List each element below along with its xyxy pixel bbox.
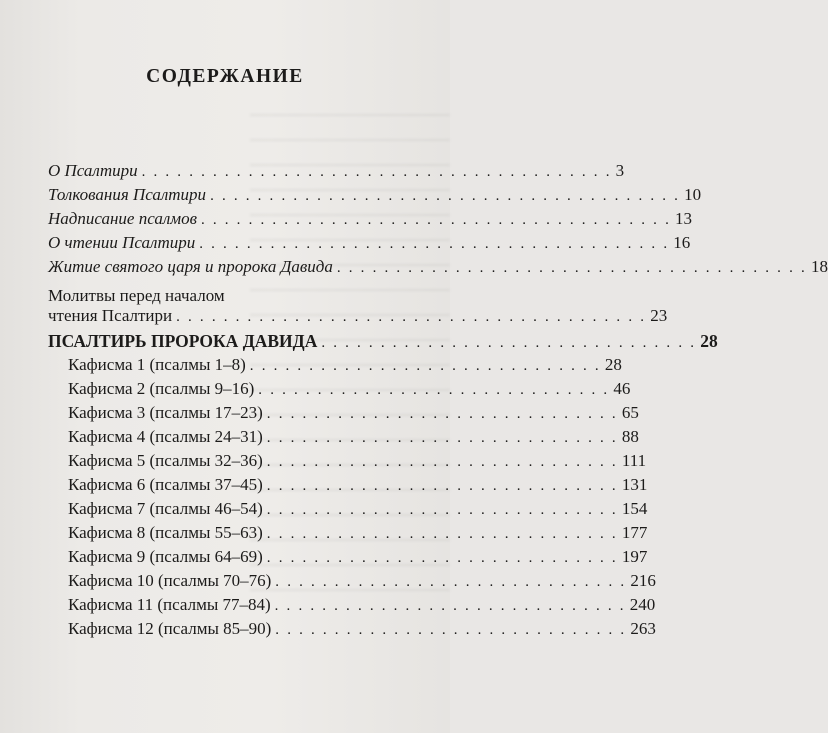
kathisma-page: 216 — [630, 571, 656, 590]
toc-entry — [48, 257, 828, 278]
toc-entry-kathisma — [68, 619, 656, 640]
leader-dots: . . . . . . . . . . . . . . . . . . . . . . . . . . . . . . — [266, 406, 618, 422]
section-page: 28 — [700, 331, 718, 351]
kathisma-title: Кафисма 8 (псалмы 55–63) — [68, 523, 263, 542]
kathisma-title: Кафисма 6 (псалмы 37–45) — [68, 475, 263, 494]
leader-dots: . . . . . . . . . . . . . . . . . . . . . . . . . . . . . . . . . . . . . . . . — [199, 236, 670, 252]
toc-section — [48, 331, 718, 353]
leader-dots: . . . . . . . . . . . . . . . . . . . . . . . . . . . . . . — [249, 358, 601, 374]
leader-dots: . . . . . . . . . . . . . . . . . . . . . . . . . . . . . . . . . . . . . . . . — [141, 164, 612, 180]
kathisma-title: Кафисма 2 (псалмы 9–16) — [68, 379, 255, 398]
kathisma-title: Кафисма 10 (псалмы 70–76) — [68, 571, 272, 590]
toc-entry-title: О Псалтири — [48, 161, 138, 180]
kathisma-page: 65 — [621, 403, 639, 422]
toc-entry-kathisma — [68, 595, 656, 616]
toc-entry-page: 23 — [650, 306, 668, 325]
leader-dots: . . . . . . . . . . . . . . . . . . . . . . . . . . . . . . . . — [321, 335, 697, 351]
kathisma-title: Кафисма 7 (псалмы 46–54) — [68, 499, 263, 518]
toc-entry-kathisma — [68, 499, 648, 520]
toc-entry-page: 10 — [684, 185, 702, 204]
toc-entry-kathisma — [68, 547, 648, 568]
leader-dots: . . . . . . . . . . . . . . . . . . . . . . . . . . . . . . — [266, 502, 618, 518]
kathisma-page: 46 — [613, 379, 631, 398]
toc-entry-page: 3 — [615, 161, 625, 180]
toc-entry-kathisma — [68, 403, 639, 424]
toc-entry-kathisma — [68, 427, 639, 448]
leader-dots: . . . . . . . . . . . . . . . . . . . . . . . . . . . . . . . . . . . . . . . . — [200, 212, 672, 228]
toc-entry — [48, 306, 668, 327]
leader-dots: . . . . . . . . . . . . . . . . . . . . . . . . . . . . . . — [266, 478, 618, 494]
toc-entry-title: О чтении Псалтири — [48, 233, 196, 252]
leader-dots: . . . . . . . . . . . . . . . . . . . . . . . . . . . . . . — [274, 598, 626, 614]
toc-entry-kathisma — [68, 523, 648, 544]
kathisma-page: 88 — [621, 427, 639, 446]
leader-dots: . . . . . . . . . . . . . . . . . . . . . . . . . . . . . . — [275, 574, 627, 590]
kathisma-page: 177 — [621, 523, 648, 542]
toc-entry-prayers-title — [48, 286, 225, 306]
kathisma-title: Кафисма 11 (псалмы 77–84) — [68, 595, 271, 614]
prayers-line-2: чтения Псалтири — [48, 306, 173, 325]
toc-entry-page: 13 — [675, 209, 693, 228]
toc-entry-page: 18 — [810, 257, 828, 276]
kathisma-title: Кафисма 1 (псалмы 1–8) — [68, 355, 246, 374]
kathisma-page: 131 — [621, 475, 648, 494]
leader-dots: . . . . . . . . . . . . . . . . . . . . . . . . . . . . . . — [258, 382, 610, 398]
leader-dots: . . . . . . . . . . . . . . . . . . . . . . . . . . . . . . — [266, 550, 618, 566]
toc-entry-kathisma — [68, 451, 647, 472]
prayers-line-1: Молитвы перед началом — [48, 286, 225, 305]
toc-entry-kathisma — [68, 475, 648, 496]
kathisma-page: 111 — [621, 451, 647, 470]
toc-entry — [48, 185, 702, 206]
leader-dots: . . . . . . . . . . . . . . . . . . . . . . . . . . . . . . . . . . . . . . . . — [176, 309, 647, 325]
kathisma-page: 154 — [621, 499, 648, 518]
section-title: ПСАЛТИРЬ ПРОРОКА ДАВИДА — [48, 331, 318, 351]
toc-entry — [48, 233, 691, 254]
leader-dots: . . . . . . . . . . . . . . . . . . . . . . . . . . . . . . . . . . . . . . . . — [210, 188, 681, 204]
toc-entry-kathisma — [68, 379, 631, 400]
leader-dots: . . . . . . . . . . . . . . . . . . . . . . . . . . . . . . . . . . . . . . . . — [336, 260, 807, 276]
kathisma-page: 197 — [621, 547, 648, 566]
kathisma-page: 263 — [630, 619, 656, 638]
kathisma-title: Кафисма 12 (псалмы 85–90) — [68, 619, 272, 638]
kathisma-title: Кафисма 9 (псалмы 64–69) — [68, 547, 263, 566]
leader-dots: . . . . . . . . . . . . . . . . . . . . . . . . . . . . . . — [266, 430, 618, 446]
toc-entry-title: Житие святого царя и пророка Давида — [48, 257, 333, 276]
leader-dots: . . . . . . . . . . . . . . . . . . . . . . . . . . . . . . — [266, 526, 618, 542]
toc-heading: СОДЕРЖАНИЕ — [146, 66, 304, 87]
kathisma-title: Кафисма 5 (псалмы 32–36) — [68, 451, 263, 470]
toc-entry — [48, 209, 693, 230]
kathisma-page: 240 — [629, 595, 656, 614]
toc-entry — [48, 161, 625, 182]
toc-entry-kathisma — [68, 571, 656, 592]
toc-entry-kathisma — [68, 355, 622, 376]
kathisma-title: Кафисма 3 (псалмы 17–23) — [68, 403, 263, 422]
kathisma-page: 28 — [604, 355, 622, 374]
leader-dots: . . . . . . . . . . . . . . . . . . . . . . . . . . . . . . — [266, 454, 618, 470]
kathisma-title: Кафисма 4 (псалмы 24–31) — [68, 427, 263, 446]
toc-entry-page: 16 — [673, 233, 691, 252]
toc-entry-title: Надписание псалмов — [48, 209, 197, 228]
leader-dots: . . . . . . . . . . . . . . . . . . . . . . . . . . . . . . — [275, 622, 627, 638]
toc-entry-title: Толкования Псалтири — [48, 185, 207, 204]
